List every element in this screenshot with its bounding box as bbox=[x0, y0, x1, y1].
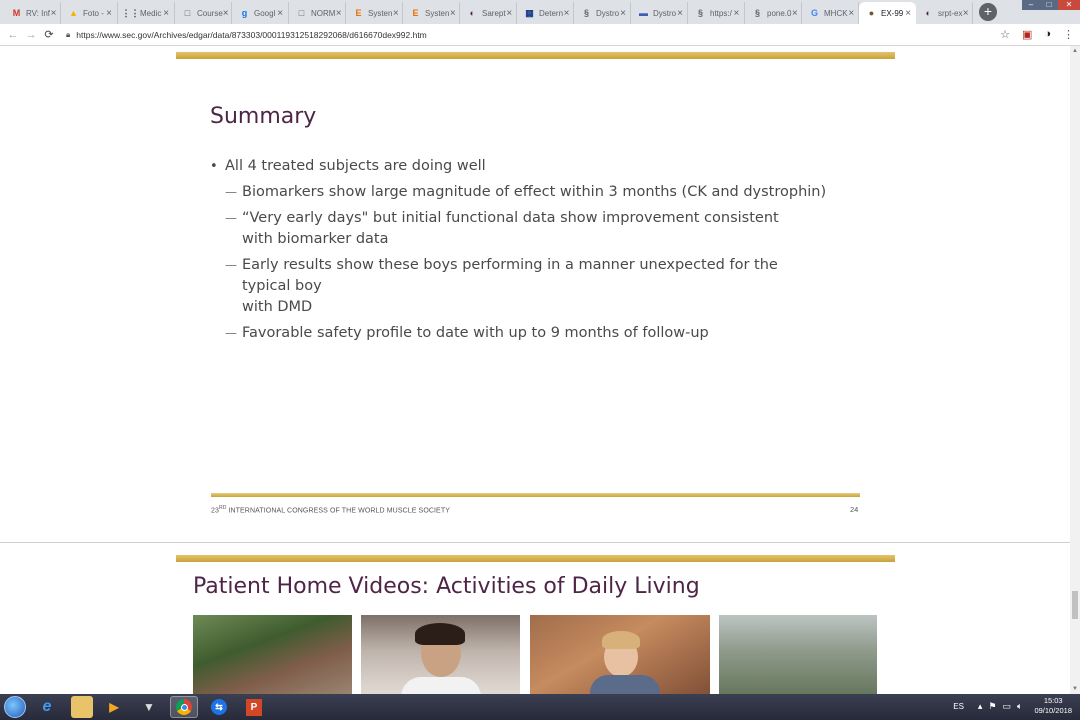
menu-icon[interactable]: ⋮ bbox=[1063, 29, 1074, 41]
sub-bullet-line: with DMD bbox=[242, 299, 313, 315]
scroll-up-arrow-icon[interactable]: ▲ bbox=[1072, 48, 1078, 54]
slide2-top-gold-bar bbox=[176, 555, 895, 562]
browser-tab[interactable] bbox=[61, 2, 118, 24]
extension-icon[interactable]: ▣ bbox=[1021, 29, 1033, 41]
browser-tab[interactable] bbox=[745, 2, 802, 24]
tab-title: NORM bbox=[311, 8, 336, 18]
vpn-app-icon[interactable]: ▼ bbox=[143, 700, 155, 714]
slide-footer-line bbox=[211, 493, 860, 497]
e-icon: E bbox=[412, 8, 419, 18]
scroll-down-arrow-icon[interactable]: ▼ bbox=[1072, 686, 1078, 692]
minimize-button[interactable]: – bbox=[1022, 0, 1040, 10]
browser-tab[interactable] bbox=[289, 2, 346, 24]
page-scrollbar[interactable] bbox=[1070, 46, 1080, 694]
sub-bullet-item bbox=[210, 208, 830, 250]
page-icon: □ bbox=[298, 8, 305, 18]
tab-title: Sarept bbox=[482, 8, 506, 18]
lock-icon: 🔒︎ bbox=[66, 29, 71, 39]
tab-list bbox=[0, 0, 973, 24]
tab-title: MHCK bbox=[824, 8, 848, 18]
sub-bullet-line: with biomarker data bbox=[242, 231, 389, 247]
close-tab-icon[interactable]: × bbox=[277, 7, 284, 19]
close-tab-icon[interactable]: × bbox=[620, 7, 626, 19]
link-icon: § bbox=[697, 8, 703, 18]
system-tray bbox=[953, 696, 1072, 716]
tab-title: EX-99 bbox=[881, 8, 904, 18]
network-icon[interactable]: ▭ bbox=[1002, 700, 1012, 711]
browser-tab[interactable] bbox=[859, 2, 916, 24]
tray-arrow-icon[interactable]: ▴ bbox=[977, 700, 983, 711]
sub-bullet-item bbox=[210, 255, 830, 318]
journal-icon: ▬ bbox=[639, 8, 648, 18]
clock[interactable] bbox=[1034, 696, 1072, 716]
address-bar[interactable] bbox=[66, 26, 427, 44]
slide-top-gold-bar bbox=[176, 52, 895, 59]
close-tab-icon[interactable]: × bbox=[222, 7, 229, 19]
close-tab-icon[interactable]: × bbox=[733, 7, 740, 19]
browser-tab[interactable] bbox=[175, 2, 232, 24]
windows-taskbar bbox=[0, 694, 1080, 720]
browser-tab[interactable] bbox=[4, 2, 61, 24]
language-indicator[interactable]: ES bbox=[953, 701, 964, 711]
browser-tab[interactable] bbox=[916, 2, 973, 24]
e-icon: E bbox=[355, 8, 362, 18]
bookmark-star-icon[interactable]: ☆ bbox=[1000, 29, 1010, 41]
tab-title: Medic bbox=[140, 8, 162, 18]
footer-congress-name: INTERNATIONAL CONGRESS OF THE WORLD MUSCLE SOCIETY bbox=[226, 507, 450, 515]
footer-ordinal: 23 bbox=[211, 507, 219, 515]
window-controls bbox=[1022, 0, 1080, 10]
tab-title: RV: Inf bbox=[26, 8, 51, 18]
drive-icon: ▲ bbox=[69, 8, 78, 18]
close-tab-icon[interactable]: × bbox=[677, 7, 683, 19]
file-explorer-icon[interactable] bbox=[71, 696, 93, 718]
slide-divider bbox=[0, 542, 1070, 543]
tab-title: Systen bbox=[368, 8, 393, 18]
slide-bullet-list bbox=[210, 156, 830, 349]
teamviewer-icon[interactable]: ⇆ bbox=[205, 696, 233, 718]
back-button[interactable]: ← bbox=[7, 28, 19, 41]
slide-page-number: 24 bbox=[850, 505, 859, 514]
video-thumbnail-3[interactable] bbox=[530, 615, 710, 705]
profile-avatar[interactable]: ◑ bbox=[1044, 28, 1051, 40]
forward-button[interactable]: → bbox=[25, 28, 37, 41]
sarepta-icon: ◐ bbox=[925, 8, 932, 18]
close-tab-icon[interactable]: × bbox=[905, 7, 912, 19]
close-tab-icon[interactable]: × bbox=[848, 7, 855, 19]
close-tab-icon[interactable]: × bbox=[563, 7, 570, 19]
page-icon: □ bbox=[184, 8, 191, 18]
slide-footer-text bbox=[211, 505, 450, 514]
browser-tab[interactable] bbox=[688, 2, 745, 24]
browser-tab-strip bbox=[0, 0, 1080, 24]
media-player-icon[interactable]: ▶ bbox=[109, 700, 119, 714]
sub-bullet-line: Early results show these boys performing in a manner unexpected for the typical boy bbox=[242, 257, 778, 294]
tab-title: https:/ bbox=[710, 8, 732, 18]
tab-title: Dystro bbox=[596, 8, 620, 18]
video-thumbnail-4[interactable] bbox=[719, 615, 877, 705]
clock-date: 09/10/2018 bbox=[1034, 706, 1072, 715]
sec-seal-icon: ● bbox=[868, 8, 875, 18]
close-tab-icon[interactable]: × bbox=[962, 7, 969, 19]
tab-title: Course bbox=[197, 8, 223, 18]
browser-tab[interactable] bbox=[574, 2, 631, 24]
fda-icon: ▦ bbox=[525, 7, 534, 18]
google-docs-icon: g bbox=[241, 8, 248, 18]
maximize-button[interactable]: □ bbox=[1040, 0, 1058, 10]
close-tab-icon[interactable]: × bbox=[106, 7, 112, 19]
browser-tab[interactable] bbox=[802, 2, 859, 24]
close-tab-icon[interactable]: × bbox=[163, 7, 170, 19]
close-tab-icon[interactable]: × bbox=[392, 7, 399, 19]
browser-toolbar bbox=[0, 24, 1080, 46]
volume-icon[interactable]: 🔈︎ bbox=[1017, 700, 1023, 711]
scroll-thumb[interactable] bbox=[1072, 591, 1078, 619]
new-tab-button[interactable]: + bbox=[979, 3, 997, 21]
close-tab-icon[interactable]: × bbox=[50, 7, 57, 19]
browser-tab[interactable] bbox=[460, 2, 517, 24]
tab-title: srpt-ex bbox=[938, 8, 963, 18]
browser-tab[interactable] bbox=[517, 2, 574, 24]
close-tab-icon[interactable]: × bbox=[335, 7, 342, 19]
tab-title: Foto - bbox=[83, 8, 104, 18]
tab-title: Googl bbox=[254, 8, 276, 18]
video-thumbnail-1[interactable] bbox=[193, 615, 352, 705]
powerpoint-icon[interactable]: P bbox=[240, 696, 268, 718]
url-text: https://www.sec.gov/Archives/edgar/data/873303/000119312518292068/d616670dex992.htm bbox=[76, 29, 427, 40]
start-button[interactable] bbox=[4, 696, 26, 718]
close-window-button[interactable]: ✕ bbox=[1058, 0, 1080, 10]
sub-bullet-line: “Very early days" but initial functional data show improvement consistent bbox=[242, 210, 779, 226]
sub-bullet-item: — Favorable safety profile to date with up to 9 months of follow-up bbox=[210, 323, 830, 344]
close-tab-icon[interactable]: × bbox=[449, 7, 456, 19]
bullet-item: • All 4 treated subjects are doing well bbox=[210, 156, 830, 177]
chrome-icon[interactable] bbox=[170, 696, 198, 718]
clock-time: 15:03 bbox=[1043, 696, 1063, 705]
gmail-icon: M bbox=[12, 8, 21, 18]
slide-title: Summary bbox=[210, 104, 317, 129]
apps-grid-icon: ⋮⋮ bbox=[121, 7, 140, 18]
sub-bullet-item: — Biomarkers show large magnitude of effect within 3 months (CK and dystrophin) bbox=[210, 182, 830, 203]
browser-tab[interactable] bbox=[118, 2, 175, 24]
browser-tab[interactable] bbox=[631, 2, 688, 24]
browser-tab[interactable] bbox=[346, 2, 403, 24]
internet-explorer-icon[interactable]: e bbox=[42, 698, 52, 715]
sarepta-icon: ◐ bbox=[469, 8, 476, 18]
flag-icon[interactable]: ⚑ bbox=[988, 700, 997, 711]
link-icon: § bbox=[583, 8, 589, 18]
close-tab-icon[interactable]: × bbox=[506, 7, 513, 19]
reload-button[interactable]: ⟳ bbox=[44, 29, 54, 41]
link-icon: § bbox=[754, 8, 760, 18]
tab-title: pone.0 bbox=[767, 8, 792, 18]
footer-ordinal-suffix: RD bbox=[219, 505, 227, 511]
tab-title: Systen bbox=[425, 8, 450, 18]
browser-tab[interactable] bbox=[403, 2, 460, 24]
google-icon: G bbox=[810, 8, 818, 18]
video-thumbnail-2[interactable] bbox=[361, 615, 520, 705]
slide2-title: Patient Home Videos: Activities of Daily Living bbox=[193, 574, 700, 599]
browser-tab[interactable] bbox=[232, 2, 289, 24]
page-viewport bbox=[0, 46, 1070, 694]
tab-title: Dystro bbox=[653, 8, 677, 18]
tab-title: Detern bbox=[539, 8, 564, 18]
close-tab-icon[interactable]: × bbox=[791, 7, 798, 19]
